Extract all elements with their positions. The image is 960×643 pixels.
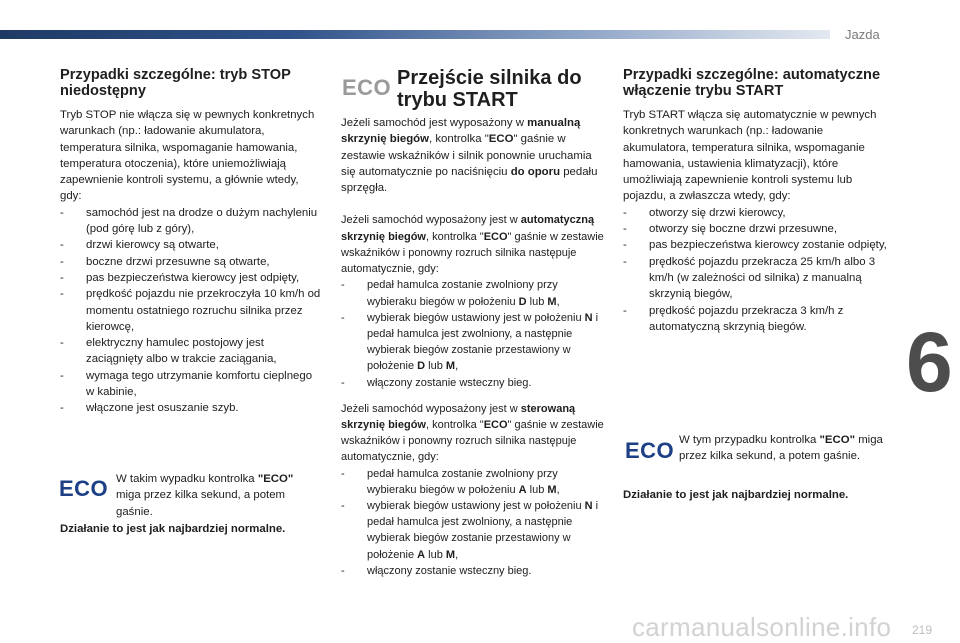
paragraph-controlled-gearbox: Jeżeli samochód wyposażony jest w sterowaną skrzynię biegów, kontrolka "ECO" gaśnie w zestawie wskaźników i ponowny rozruch silnika następuje automatycznie, gdy: (341, 402, 604, 464)
list-item: - wybierak biegów ustawiony jest w położeniu N i pedał hamulca jest zwolniony, a następnie wybierak biegów zostanie przestawiony w położenie D lub M, (341, 310, 607, 375)
list-item: - włączone jest osuszanie szyb. (60, 400, 322, 416)
eco-indicator-icon: ECO (342, 75, 392, 100)
note-eco-flash: W takim wypadku kontrolka "ECO" miga przez kilka sekund, a potem gaśnie. (116, 473, 294, 518)
note-eco-flash: W tym przypadku kontrolka "ECO" miga przez kilka sekund, a potem gaśnie. (679, 434, 883, 463)
list-item: - prędkość pojazdu przekracza 25 km/h albo 3 km/h (w zależności od silnika) z manualną skrzynią biegów, (623, 254, 891, 303)
list-item: - prędkość pojazdu nie przekroczyła 10 km/h od momentu ostatniego rozruchu silnika przez kierowcę, (60, 286, 322, 335)
list-item: - boczne drzwi przesuwne są otwarte, (60, 254, 322, 270)
heading-start-mode: Przejście silnika do trybu START (397, 67, 582, 111)
list-item: - samochód jest na drodze o dużym nachyleniu (pod górę lub z góry), (60, 205, 322, 238)
eco-indicator-icon: ECO (625, 438, 675, 463)
list-item: - pedał hamulca zostanie zwolniony przy wybieraku biegów w położeniu A lub M, (341, 466, 607, 498)
list-item: - elektryczny hamulec postojowy jest zaciągnięty albo w trakcie zaciągania, (60, 335, 322, 368)
list-item: - otworzy się boczne drzwi przesuwne, (623, 221, 891, 237)
column-stop-unavailable (60, 67, 322, 417)
note-normal-operation: Działanie to jest jak najbardziej normalne. (60, 523, 286, 535)
column-auto-start (623, 67, 891, 335)
paragraph-automatic-gearbox: Jeżeli samochód wyposażony jest w automatyczną skrzynię biegów, kontrolka "ECO" gaśnie w zestawie wskaźników i ponowny rozruch silnika następuje automatycznie, gdy: (341, 214, 604, 276)
list-item: - prędkość pojazdu przekracza 3 km/h z automatyczną skrzynią biegów. (623, 303, 891, 336)
list-item: - wybierak biegów ustawiony jest w położeniu N i pedał hamulca jest zwolniony, a następnie wybierak biegów zostanie przestawiony w położenie A lub M, (341, 498, 607, 563)
chapter-number: 6 (906, 320, 953, 409)
list-automatic-conditions (341, 277, 607, 390)
list-item: - włączony zostanie wsteczny bieg. (341, 563, 607, 579)
list-item: - otworzy się drzwi kierowcy, (623, 205, 891, 221)
list-stop-conditions (60, 205, 322, 417)
note-normal-operation: Działanie to jest jak najbardziej normalne. (623, 489, 849, 501)
list-item: - włączony zostanie wsteczny bieg. (341, 375, 607, 391)
list-item: - wymaga tego utrzymanie komfortu cieplnego w kabinie, (60, 368, 322, 401)
column-start-mode (341, 115, 607, 579)
paragraph-auto-start-intro: Tryb START włącza się automatycznie w pewnych konkretnych warunkach (np.: ładowanie akumulatora, temperatura silnika, wspomaganie hamowania, ustawienia klimatyzacji), które umożliwiają zapewnienie kontroli systemu lub pojazdu, a zwłaszcza wtedy, gdy: (623, 109, 877, 203)
watermark: carmanualsonline.info (632, 612, 892, 642)
list-item: - pedał hamulca zostanie zwolniony przy wybieraku biegów w położeniu D lub M, (341, 277, 607, 309)
list-controlled-conditions (341, 466, 607, 579)
list-item: - pas bezpieczeństwa kierowcy jest odpięty, (60, 270, 322, 286)
page-number: 219 (912, 623, 933, 637)
header-bar (0, 30, 830, 39)
paragraph-manual-gearbox: Jeżeli samochód jest wyposażony w manualną skrzynię biegów, kontrolka "ECO" gaśnie w zestawie wskaźników i silnik ponownie uruchamia się automatycznie po naciśnięciu do oporu pedału sprzęgła. (341, 117, 598, 195)
heading-stop-unavailable: Przypadki szczególne: tryb STOP niedostępny (60, 67, 291, 99)
eco-indicator-icon: ECO (59, 476, 109, 501)
list-item: - drzwi kierowcy są otwarte, (60, 237, 322, 253)
section-title: Jazda (845, 27, 880, 42)
paragraph-stop-intro: Tryb STOP nie włącza się w pewnych konkretnych warunkach (np.: ładowanie akumulatora, temperatura silnika, wspomaganie hamowania, temperatura otoczenia), które uniemożliwiają zapewnienie kontroli systemu, a głównie wtedy, gdy: (60, 109, 315, 203)
list-item: - pas bezpieczeństwa kierowcy zostanie odpięty, (623, 237, 891, 253)
heading-auto-start: Przypadki szczególne: automatyczne włączenie trybu START (623, 67, 881, 99)
list-auto-start-conditions (623, 205, 891, 335)
